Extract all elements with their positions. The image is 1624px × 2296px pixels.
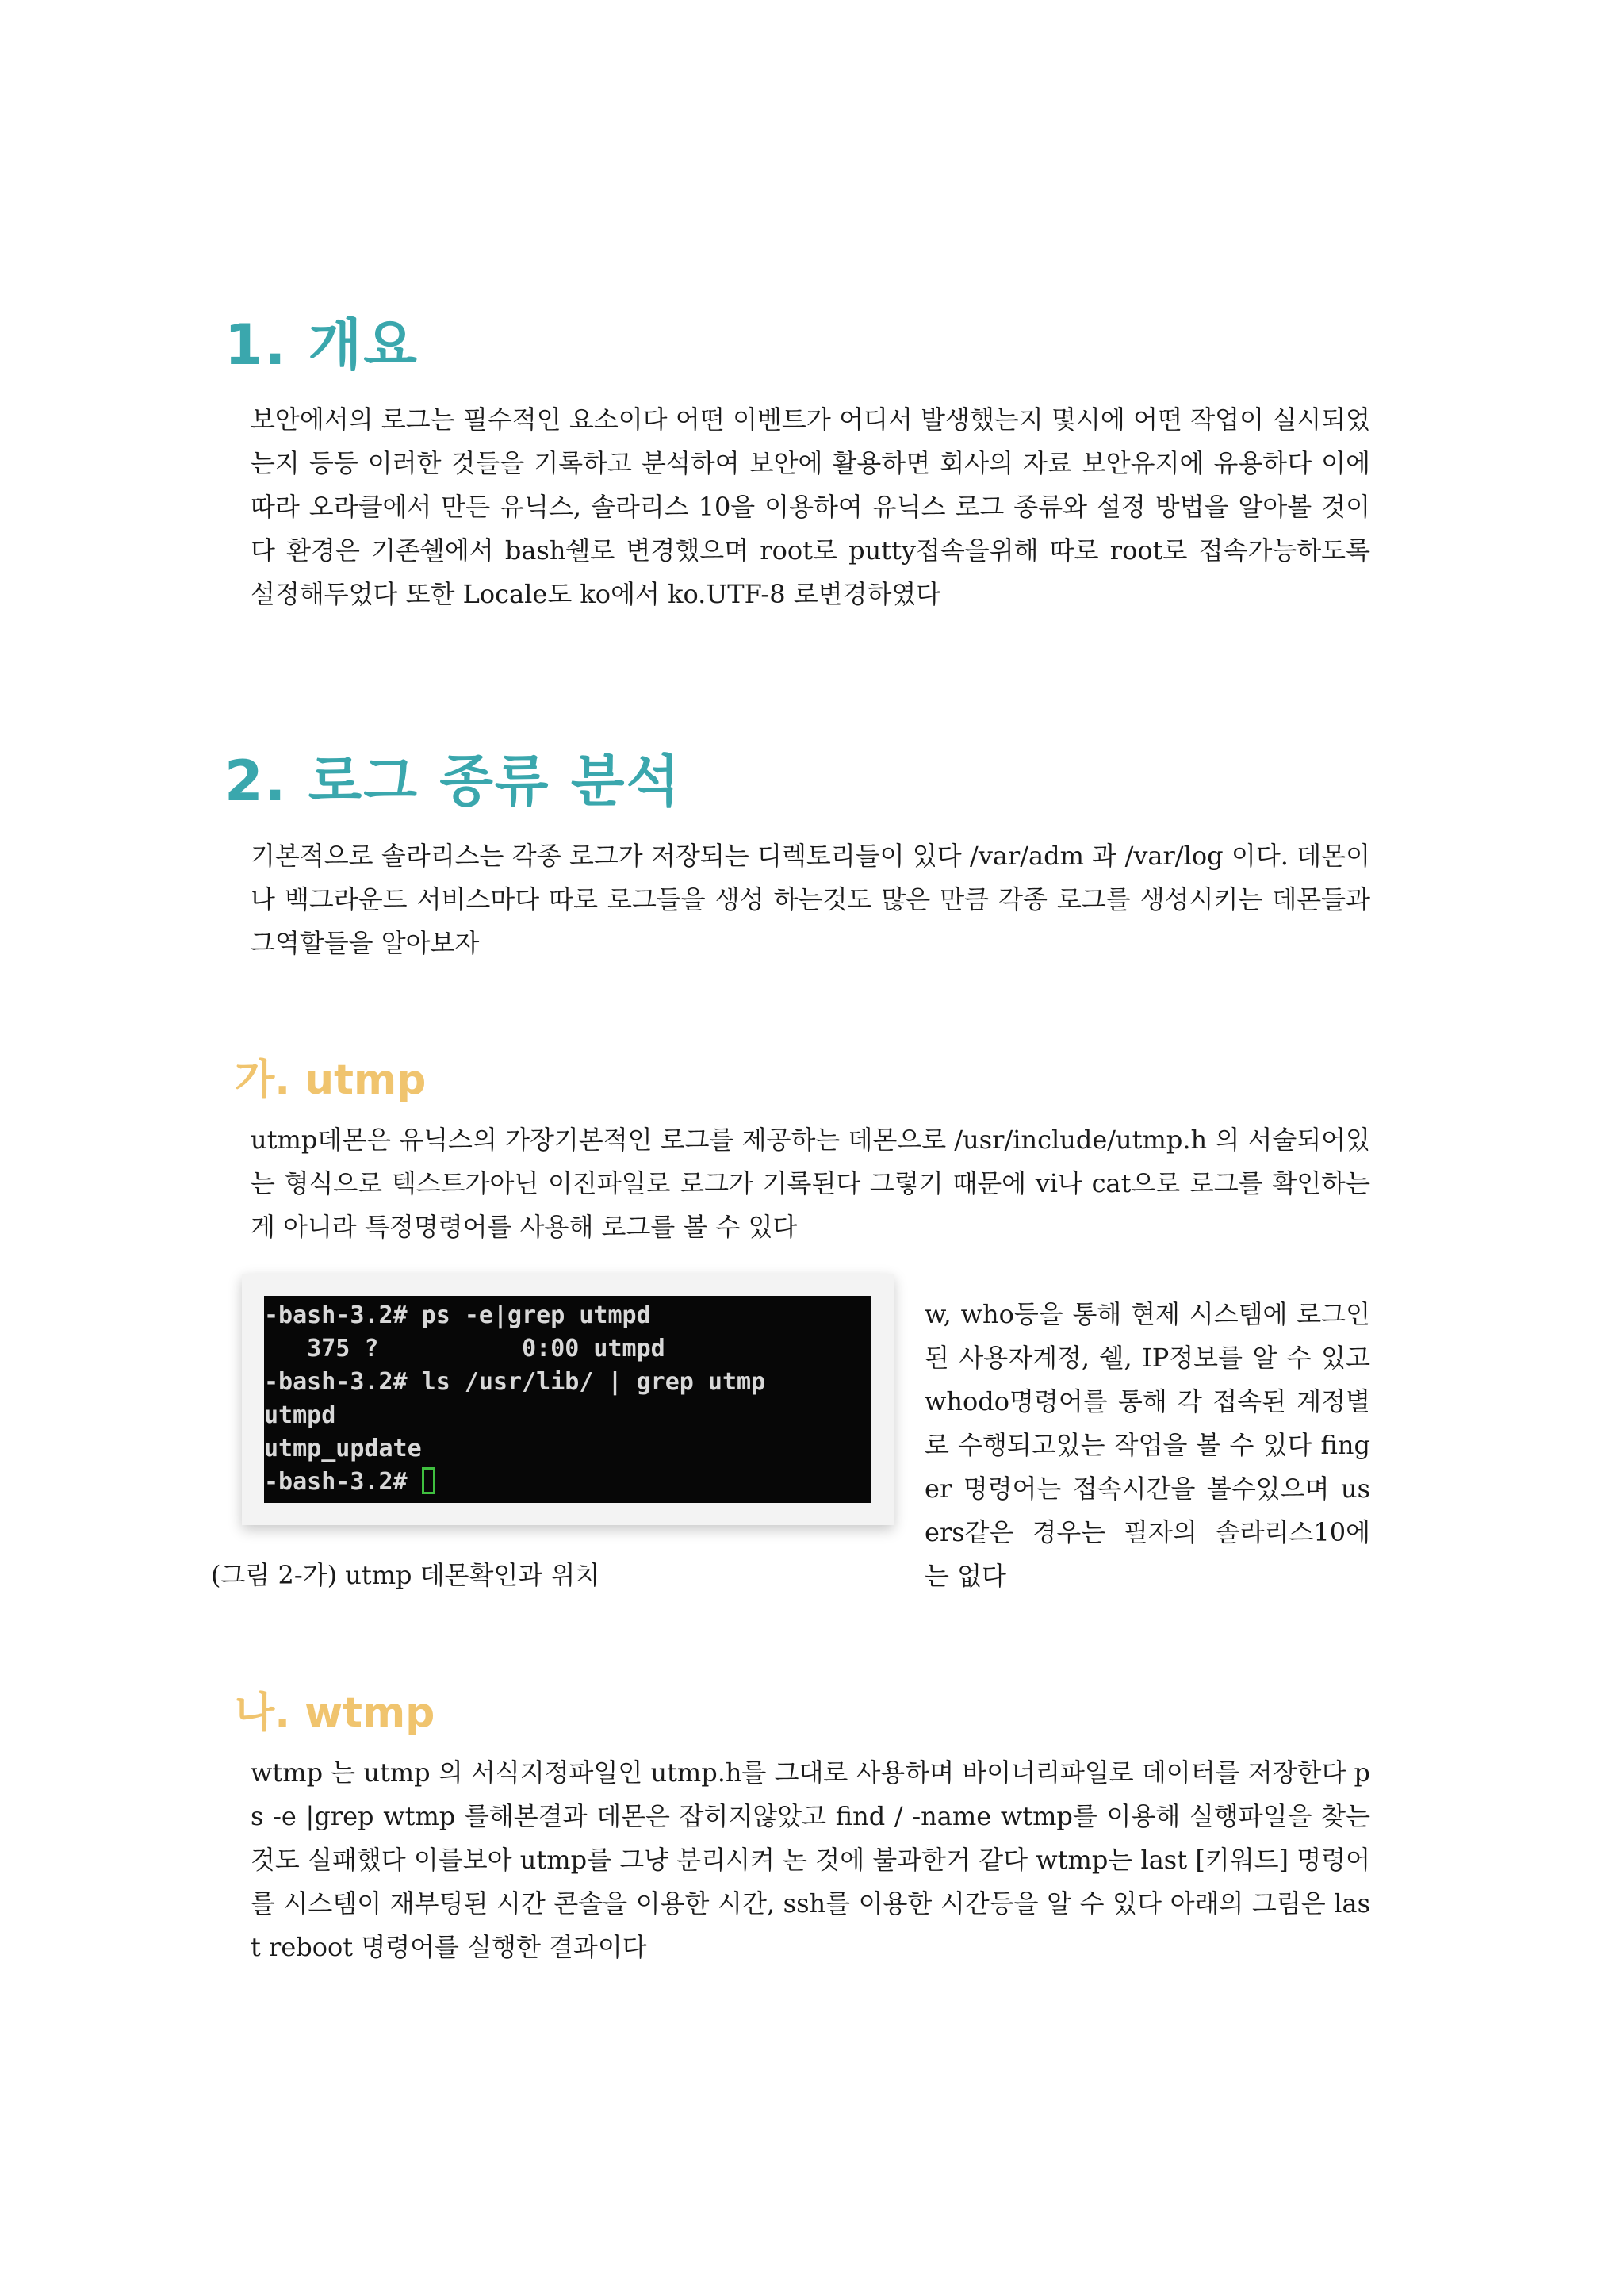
subsection-heading-wtmp: 나. wtmp [235, 1689, 435, 1737]
wtmp-paragraph: wtmp 는 utmp 의 서식지정파일인 utmp.h를 그대로 사용하며 바이너리파일로 데이터를 저장한다 ps -e |grep wtmp 를해본결과 데몬은 잡히지않았고 find / -name wtmp를 이용해 실행파일을 찾는것도 실패했다 이를보아 utmp를 그냥 분리시켜 논 것에 불과한거 같다 wtmp는 last [키워드] 명령어를 시스템이 재부팅된 시간 콘솔을 이용한 시간, ssh를 이용한 시간등을 알 수 있다 아래의 그림은 last reboot 명령어를 실행한 결과이다 [251, 1757, 1371, 1962]
terminal-line: -bash-3.2# ls /usr/lib/ | grep utmp [264, 1368, 766, 1396]
utmp-figure [242, 1274, 894, 1525]
utmp-paragraph: utmp데몬은 유닉스의 가장기본적인 로그를 제공하는 데몬으로 /usr/include/utmp.h 의 서술되어있는 형식으로 텍스트가아닌 이진파일로 로그가 기록된다 그렇기 때문에 vi나 cat으로 로그를 확인하는게 아니라 특정명령어를 사용해 로그를 볼 수 있다 [251, 1125, 1370, 1242]
subsection-heading-utmp: 가. utmp [235, 1056, 427, 1104]
terminal-prompt: -bash-3.2# [264, 1468, 422, 1496]
log-types-paragraph: 기본적으로 솔라리스는 각종 로그가 저장되는 디렉토리들이 있다 /var/adm 과 /var/log 이다. 데몬이나 백그라운드 서비스마다 따로 로그들을 생성 하는것도 많은 만큼 각종 로그를 생성시키는 데몬들과 그역할들을 알아보자 [251, 841, 1370, 958]
terminal-line: utmp_update [264, 1435, 422, 1462]
terminal-prompt-line [264, 1466, 871, 1499]
section-heading-log-types: 2. 로그 종류 분석 [224, 749, 682, 814]
terminal-screenshot [264, 1296, 871, 1503]
figure-caption: (그림 2-가) utmp 데몬확인과 위치 [211, 1560, 600, 1590]
terminal-line: -bash-3.2# ps -e|grep utmpd [264, 1301, 651, 1329]
utmp-side-paragraph: w, who등을 통해 현제 시스템에 로그인된 사용자계정, 쉘, IP정보를 알 수 있고 whodo명령어를 통해 각 접속된 계정별로 수행되고있는 작업을 볼 수 있다 finger 명령어는 접속시간을 볼수있으며 users같은 경우는 필자의 솔라리스10에 는 없다 [925, 1299, 1370, 1591]
overview-paragraph: 보안에서의 로그는 필수적인 요소이다 어떤 이벤트가 어디서 발생했는지 몇시에 어떤 작업이 실시되었는지 등등 이러한 것들을 기록하고 분석하여 보안에 활용하면 회사의 자료 보안유지에 유용하다 이에 따라 오라클에서 만든 유닉스, 솔라리스 10을 이용하여 유닉스 로그 종류와 설정 방법을 알아볼 것이다 환경은 기존쉘에서 bash쉘로 변경했으며 root로 putty접속을위해 따로 root로 접속가능하도록 설정해두었다 또한 Locale도 ko에서 ko.UTF-8 로변경하였다 [251, 404, 1370, 609]
terminal-cursor-icon [422, 1467, 435, 1494]
section-heading-overview: 1. 개요 [224, 312, 419, 378]
terminal-line: 375 ? 0:00 utmpd [264, 1335, 665, 1363]
terminal-line: utmpd [264, 1401, 336, 1429]
